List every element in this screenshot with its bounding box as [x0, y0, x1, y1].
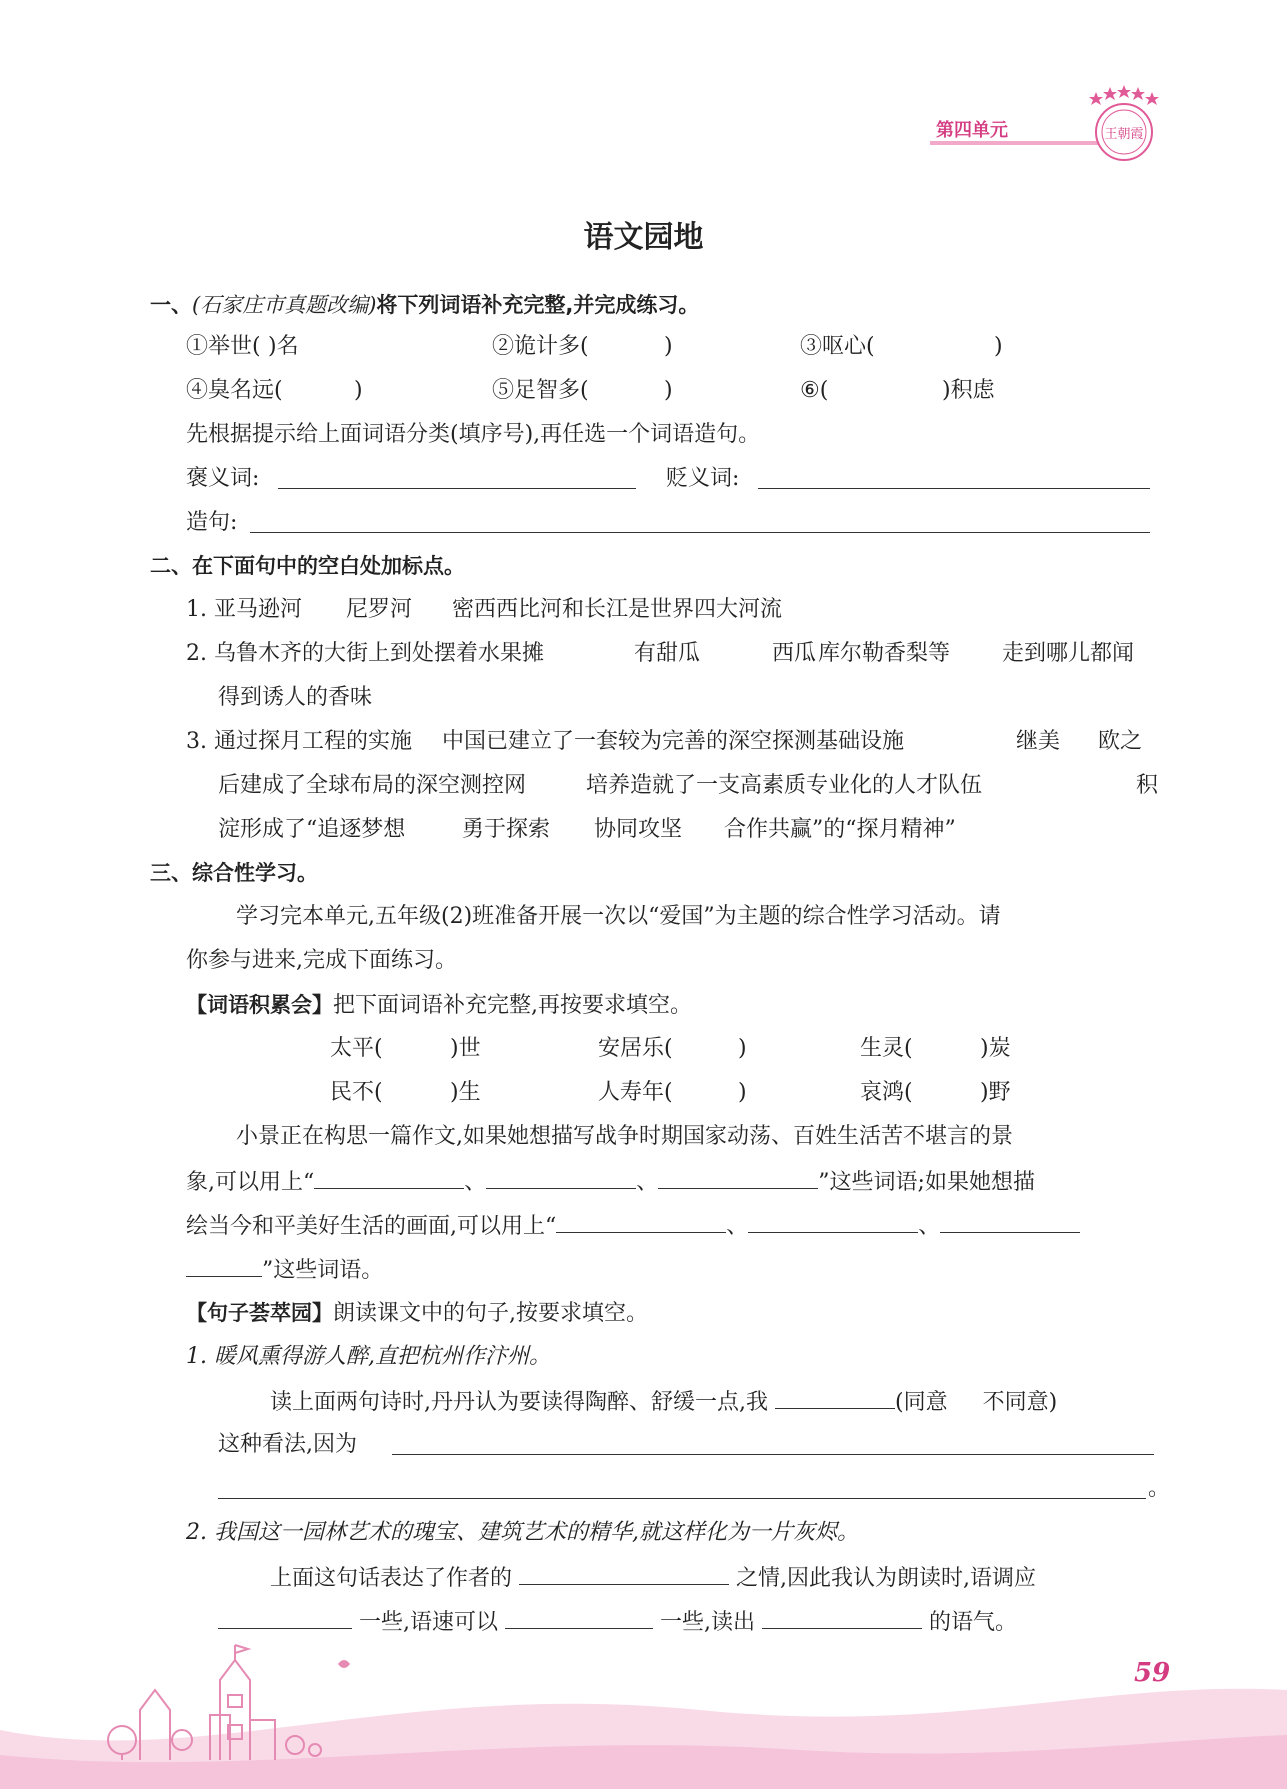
essay-para-3: 绘当今和平美好生活的画面,可以用上“ 、 、: [186, 1210, 1080, 1242]
punct-q2-line2: 得到诱人的香味: [218, 685, 373, 710]
vocab-instruction: 【词语积累会】把下面词语补充完整,再按要求填空。: [186, 993, 692, 1018]
reason-blank-1[interactable]: [392, 1432, 1154, 1455]
peace-word-blank-3b[interactable]: [186, 1254, 262, 1277]
commendatory-blank[interactable]: [278, 466, 636, 489]
word-item-5: ⑤足智多( ): [492, 378, 673, 403]
peace-word-blank-3a[interactable]: [940, 1210, 1080, 1233]
unit-label: 第四单元: [936, 120, 1008, 141]
tone-blank[interactable]: [218, 1606, 352, 1629]
commendatory-label: 褒义词:: [186, 466, 260, 491]
vocab-word-5: 人寿年( ): [598, 1080, 747, 1105]
word-item-3: ③呕心( ): [800, 334, 1003, 359]
sentence-instruction: 【句子荟萃园】朗读课文中的句子,按要求填空。: [186, 1301, 648, 1326]
reason-label: 这种看法,因为: [218, 1432, 357, 1457]
peace-word-blank-1[interactable]: [556, 1210, 726, 1233]
section3-heading: 三、综合性学习。: [150, 861, 318, 885]
vocab-word-6: 哀鸿( )野: [860, 1080, 1011, 1105]
punct-q2-line1: 2. 乌鲁木齐的大街上到处摆着水果摊 有甜瓜 西瓜 库尔勒香梨等 走到哪儿都闻: [186, 641, 1135, 666]
page-number: 59: [1134, 1658, 1171, 1688]
seal-logo: [1076, 84, 1172, 164]
emotion-blank[interactable]: [519, 1562, 729, 1585]
vocab-word-2: 安居乐( ): [598, 1036, 747, 1061]
vocab-word-1: 太平( )世: [330, 1036, 481, 1061]
derogatory-label: 贬义词:: [666, 466, 740, 491]
essay-para-4: ”这些词语。: [186, 1254, 383, 1286]
castle-illustration: [100, 1640, 360, 1760]
war-word-blank-2[interactable]: [486, 1166, 636, 1189]
word-item-1: ①举世( )名: [186, 334, 299, 359]
sentence-2-question-b: 一些,语速可以 一些,读出 的语气。: [218, 1606, 1017, 1638]
punct-q3-line1: 3. 通过探月工程的实施 中国已建立了一套较为完善的深空探测基础设施 继美 欧之: [186, 729, 1143, 754]
word-item-6: ⑥( )积虑: [800, 378, 995, 403]
poem-sentence-1: 1. 暖风熏得游人醉,直把杭州作汴州。: [186, 1344, 551, 1369]
war-word-blank-3[interactable]: [658, 1166, 818, 1189]
speed-blank[interactable]: [505, 1606, 653, 1629]
war-word-blank-1[interactable]: [314, 1166, 464, 1189]
page-title: 语文园地: [583, 220, 704, 255]
section3-intro-1: 学习完本单元,五年级(2)班准备开展一次以“爱国”为主题的综合性学习活动。请: [236, 904, 1001, 929]
peace-word-blank-2[interactable]: [748, 1210, 918, 1233]
reason-period: 。: [1148, 1476, 1171, 1501]
punct-q3-line3: 淀形成了“追逐梦想 勇于探索 协同攻坚 合作共赢”的“探月精神”: [218, 817, 956, 842]
punct-q1: 1. 亚马逊河 尼罗河 密西西比河和长江是世界四大河流: [186, 597, 783, 622]
word-item-4: ④臭名远( ): [186, 378, 363, 403]
classify-instruction: 先根据提示给上面词语分类(填序号),再任选一个词语造句。: [186, 422, 761, 447]
word-item-2: ②诡计多( ): [492, 334, 673, 359]
vocab-word-4: 民不( )生: [330, 1080, 481, 1105]
svg-text:王朝霞: 王朝霞: [1104, 127, 1144, 142]
header-underline: [930, 141, 1098, 145]
section3-intro-2: 你参与进来,完成下面练习。: [186, 948, 457, 973]
mood-blank[interactable]: [762, 1606, 922, 1629]
essay-para-1: 小景正在构思一篇作文,如果她想描写战争时期国家动荡、百姓生活苦不堪言的景: [236, 1124, 1013, 1149]
essay-para-2: 象,可以用上“ 、 、 ”这些词语;如果她想描: [186, 1166, 1035, 1198]
section2-heading: 二、在下面句中的空白处加标点。: [150, 554, 465, 578]
sentence-2-question-a: 上面这句话表达了作者的 之情,因此我认为朗读时,语调应: [270, 1562, 1036, 1594]
sentence-label: 造句:: [186, 510, 238, 535]
sentence-blank[interactable]: [250, 510, 1150, 533]
section1-heading: 一、(石家庄市真题改编)将下列词语补充完整,并完成练习。: [150, 293, 700, 317]
punct-q3-line2: 后建成了全球布局的深空测控网 培养造就了一支高素质专业化的人才队伍 积: [218, 773, 1159, 798]
poem-question-1: 读上面两句诗时,丹丹认为要读得陶醉、舒缓一点,我 (同意 不同意): [270, 1386, 1057, 1418]
vocab-word-3: 生灵( )炭: [860, 1036, 1011, 1061]
derogatory-blank[interactable]: [758, 466, 1150, 489]
agree-blank[interactable]: [775, 1386, 895, 1409]
reason-blank-2[interactable]: [218, 1476, 1146, 1499]
sentence-2: 2. 我国这一园林艺术的瑰宝、建筑艺术的精华,就这样化为一片灰烬。: [186, 1520, 859, 1545]
